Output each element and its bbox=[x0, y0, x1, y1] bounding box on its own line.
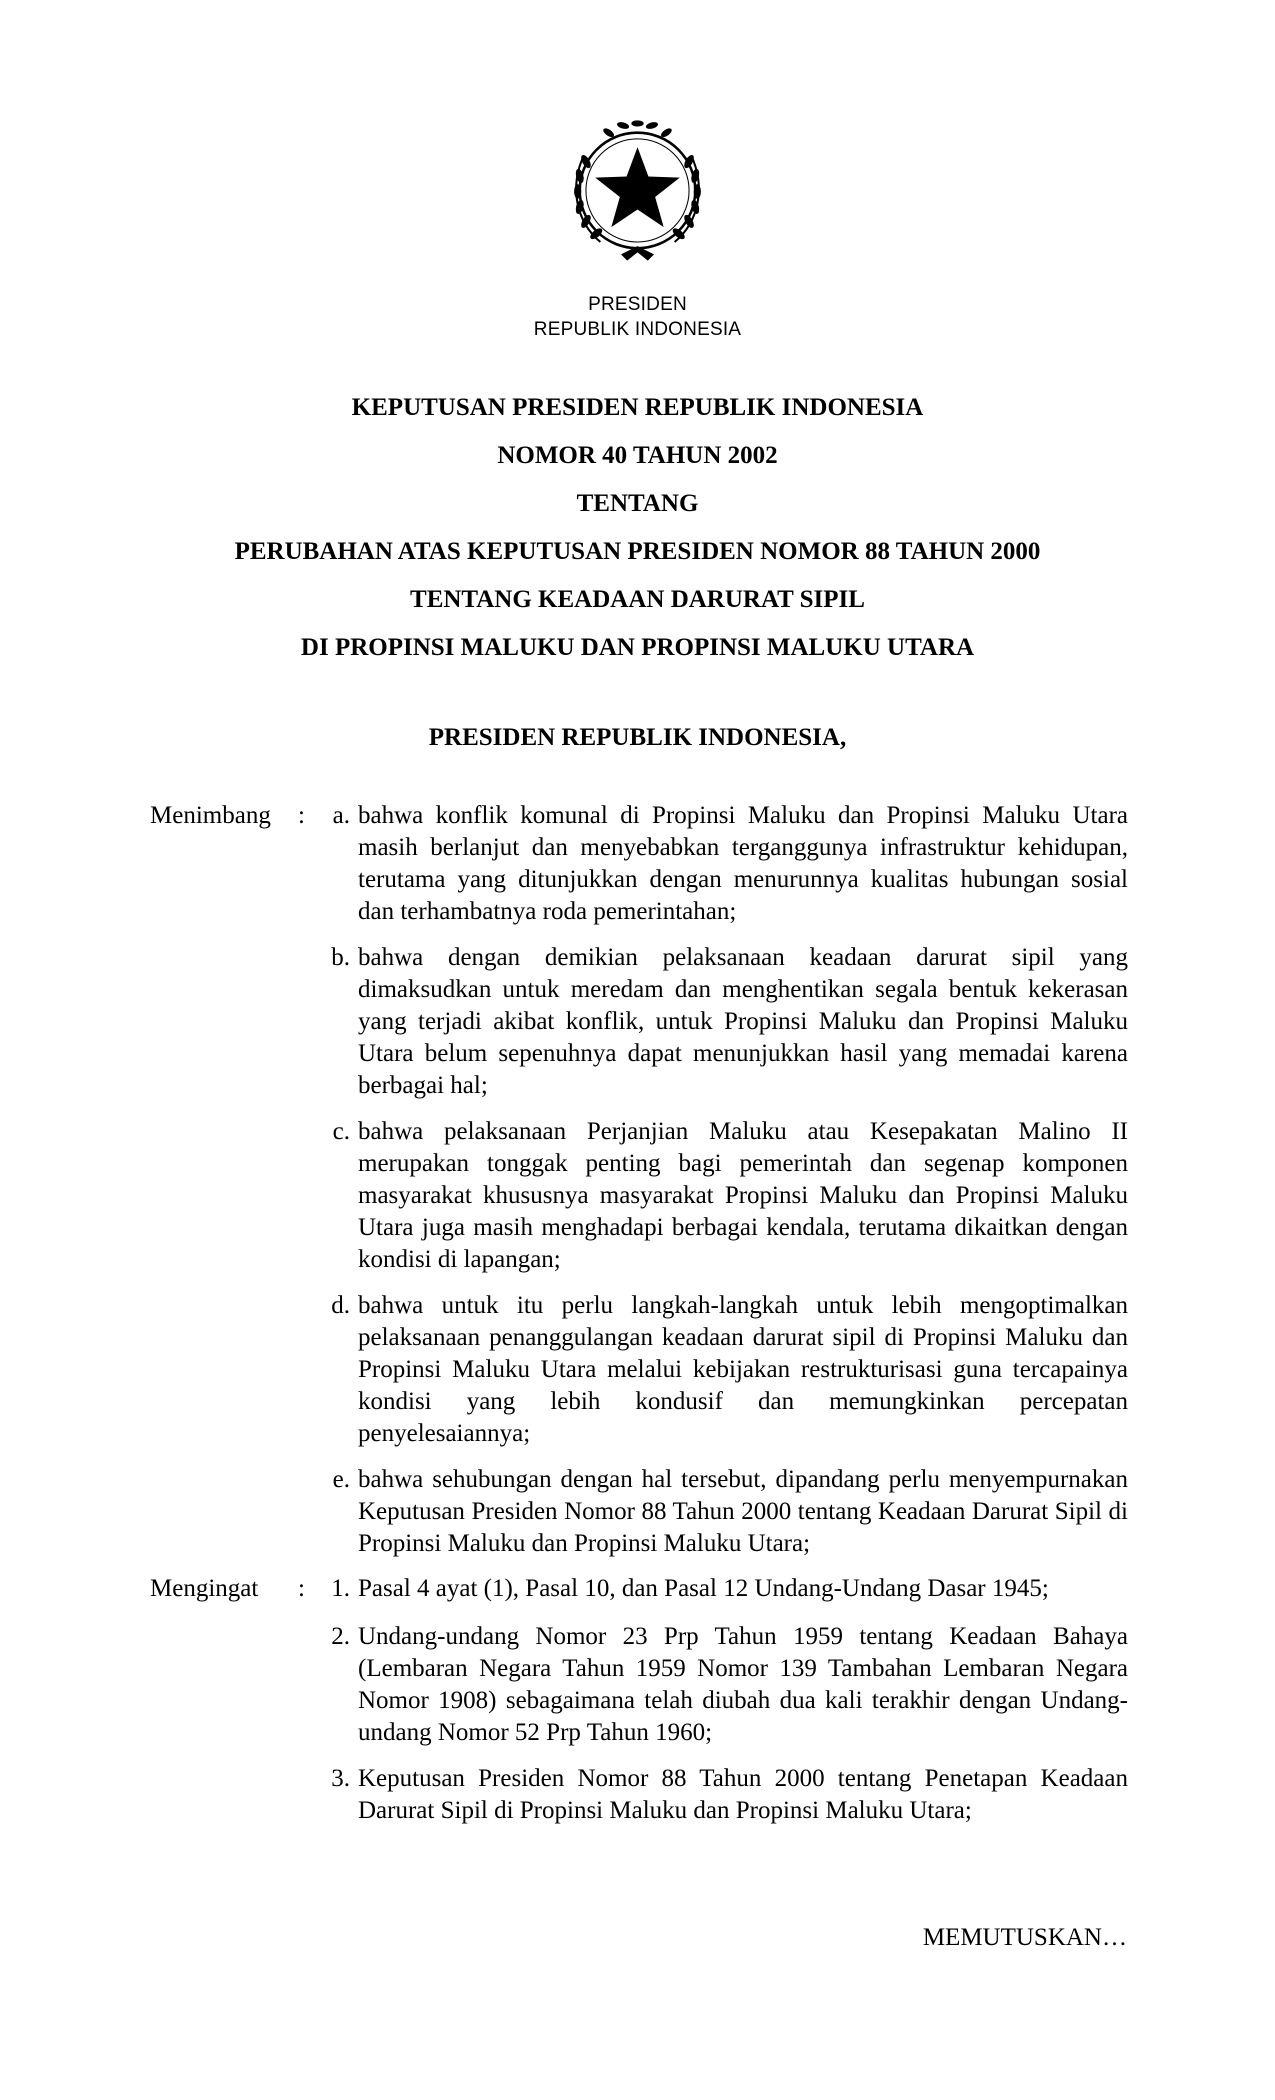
title-line-4: PERUBAHAN ATAS KEPUTUSAN PRESIDEN NOMOR 88 TAHUN 2000 bbox=[234, 538, 1041, 565]
title-line-5: TENTANG KEADAAN DARURAT SIPIL bbox=[410, 586, 865, 613]
title-line-2: NOMOR 40 TAHUN 2002 bbox=[497, 442, 778, 469]
item-text: Undang-undang Nomor 23 Prp Tahun 1959 tentang Keadaan Bahaya (Lembaran Negara Tahun 1959 Nomor 139 Tambahan Lembaran Negara Nomor 1908) sebagaimana telah diubah dua kali terakhir dengan Undang-undang Nomor 52 Prp Tahun 1960; bbox=[358, 1623, 1128, 1746]
item-text: bahwa untuk itu perlu langkah-langkah untuk lebih mengoptimalkan pelaksanaan penanggulangan keadaan darurat sipil di Propinsi Maluku dan Propinsi Maluku Utara melalui kebijakan restrukturisasi guna tercapainya kondisi yang lebih kondusif dan memungkinkan percepatan penyelesaiannya; bbox=[358, 1292, 1128, 1447]
item-marker: c. bbox=[332, 1118, 350, 1145]
title-line-6: DI PROPINSI MALUKU DAN PROPINSI MALUKU UTARA bbox=[300, 634, 975, 661]
letterhead-line-2: REPUBLIK INDONESIA bbox=[533, 319, 742, 340]
item-marker: a. bbox=[332, 802, 350, 829]
item-text: bahwa pelaksanaan Perjanjian Maluku atau Kesepakatan Malino II merupakan tonggak penting bagi pemerintah dan segenap komponen masyarakat khususnya masyarakat Propinsi Maluku dan Propinsi Maluku Utara juga masih menghadapi berbagai kendala, terutama dikaitkan dengan kondisi di lapangan; bbox=[358, 1118, 1128, 1273]
menimbang-colon: : bbox=[298, 802, 305, 829]
item-marker: e. bbox=[332, 1466, 350, 1493]
mengingat-colon: : bbox=[298, 1575, 305, 1602]
item-marker: b. bbox=[331, 944, 350, 971]
mengingat-label: Mengingat bbox=[150, 1575, 259, 1602]
item-marker: 1. bbox=[331, 1575, 350, 1602]
document-title bbox=[0, 384, 1275, 672]
president-heading: PRESIDEN REPUBLIK INDONESIA, bbox=[428, 724, 847, 751]
menimbang-label: Menimbang bbox=[150, 802, 271, 829]
item-marker: 2. bbox=[331, 1623, 350, 1650]
presidential-emblem-icon bbox=[555, 110, 720, 275]
item-text: Pasal 4 ayat (1), Pasal 10, dan Pasal 12 Undang-Undang Dasar 1945; bbox=[358, 1575, 1049, 1602]
item-text: bahwa konflik komunal di Propinsi Maluku dan Propinsi Maluku Utara masih berlanjut dan menyebabkan terganggunya infrastruktur kehidupan, terutama yang ditunjukkan dengan menurunnya kualitas hubungan sosial dan terhambatnya roda pemerintahan; bbox=[358, 802, 1128, 925]
title-line-1: KEPUTUSAN PRESIDEN REPUBLIK INDONESIA bbox=[351, 394, 924, 421]
item-text: bahwa sehubungan dengan hal tersebut, dipandang perlu menyempurnakan Keputusan Presiden Nomor 88 Tahun 2000 tentang Keadaan Darurat Sipil di Propinsi Maluku dan Propinsi Maluku Utara; bbox=[358, 1466, 1128, 1557]
item-text: Keputusan Presiden Nomor 88 Tahun 2000 tentang Penetapan Keadaan Darurat Sipil di Propinsi Maluku dan Propinsi Maluku Utara; bbox=[358, 1765, 1128, 1824]
item-marker: d. bbox=[331, 1292, 350, 1319]
title-line-3: TENTANG bbox=[576, 490, 699, 517]
letterhead-line-1: PRESIDEN bbox=[588, 294, 687, 315]
item-text: bahwa dengan demikian pelaksanaan keadaan darurat sipil yang dimaksudkan untuk meredam dan menghentikan segala bentuk kekerasan yang terjadi akibat konflik, untuk Propinsi Maluku dan Propinsi Maluku Utara belum sepenuhnya dapat menunjukkan hasil yang memadai karena berbagai hal; bbox=[358, 944, 1128, 1099]
continuation-marker: MEMUTUSKAN… bbox=[922, 1924, 1127, 1951]
item-marker: 3. bbox=[331, 1765, 350, 1792]
